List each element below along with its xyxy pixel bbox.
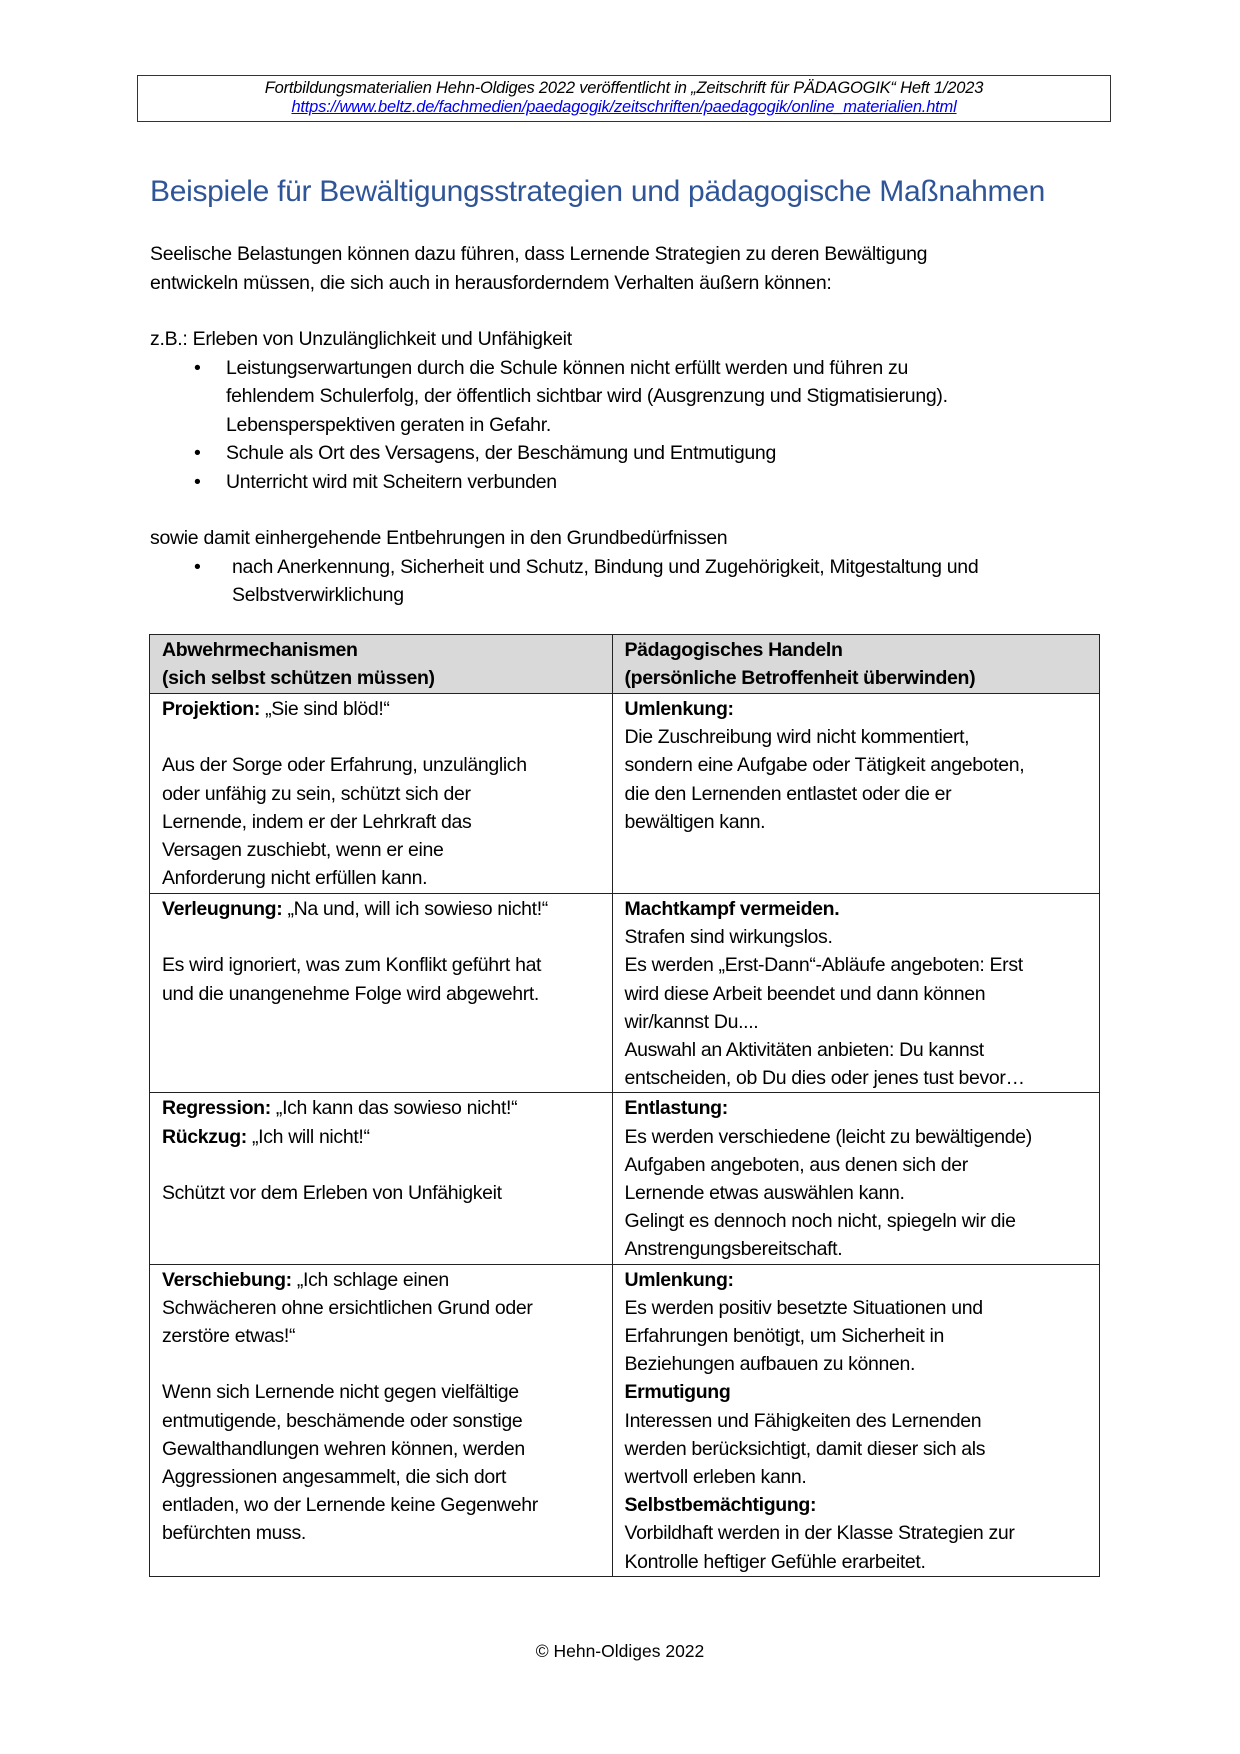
cell-line: Aufgaben angeboten, aus denen sich der [624, 1153, 968, 1176]
cell-line: Aus der Sorge oder Erfahrung, unzulänglich [162, 754, 527, 777]
mechanism-quote: „Sie sind blöd!“ [260, 698, 390, 720]
bullet-icon: • [194, 442, 201, 464]
bullet-icon: • [194, 555, 201, 578]
table-row [150, 894, 1100, 1093]
cell-line: sondern eine Aufgabe oder Tätigkeit angeboten, [624, 754, 1025, 777]
cell-line: entmutigende, beschämende oder sonstige [162, 1409, 523, 1432]
list-item [150, 354, 1090, 440]
bullet-list [150, 354, 1090, 497]
list-item-line: fehlendem Schulerfolg, der öffentlich sichtbar wird (Ausgrenzung und Stigmatisierung). [226, 385, 948, 407]
cell-line: Es wird ignoriert, was zum Konflikt geführt hat [162, 954, 542, 977]
list-item-line: Schule als Ort des Versagens, der Beschämung und Entmutigung [226, 442, 777, 464]
cell-line: befürchten muss. [162, 1522, 306, 1545]
intro-paragraph [150, 240, 1090, 297]
mechanism-quote: „Ich kann das sowieso nicht!“ [270, 1097, 518, 1120]
cell-line: Versagen zuschiebt, wenn er eine [162, 839, 444, 861]
action-heading: Umlenkung: [624, 698, 734, 720]
section-lead: z.B.: Erleben von Unzulänglichkeit und Unfähigkeit [150, 328, 572, 350]
mechanism-term: Projektion: [162, 698, 260, 720]
cell-action [612, 1093, 1100, 1264]
header-line: Abwehrmechanismen [162, 639, 358, 661]
bullet-icon: • [194, 470, 201, 493]
strategies-table [149, 634, 1100, 1577]
copyright-footer: © Hehn-Oldiges 2022 [535, 1641, 705, 1661]
cell-line: wir/kannst Du.... [624, 1010, 759, 1033]
action-heading: Ermutigung [624, 1381, 731, 1404]
cell-line: Kontrolle heftiger Gefühle erarbeitet. [624, 1550, 926, 1573]
cell-line: Vorbildhaft werden in der Klasse Strategien zur [624, 1522, 1015, 1545]
section-unzulaenglichkeit [150, 325, 1090, 496]
cell-line: Gewalthandlungen wehren können, werden [162, 1437, 525, 1460]
mechanism-term: Rückzug: [162, 1125, 247, 1148]
publication-header-box [137, 75, 1111, 122]
table-row [150, 1093, 1100, 1264]
list-item-line: Selbstverwirklichung [232, 584, 404, 606]
cell-line: entladen, wo der Lernende keine Gegenwehr [162, 1494, 538, 1517]
cell-line: Aggressionen angesammelt, die sich dort [162, 1466, 507, 1489]
cell-line: bewältigen kann. [624, 810, 766, 833]
page-title: Beispiele für Bewältigungsstrategien und pädagogische Maßnahmen [150, 175, 1046, 208]
action-heading: Machtkampf vermeiden. [624, 898, 840, 920]
cell-line: Strafen sind wirkungslos. [624, 926, 833, 949]
cell-line: Erfahrungen benötigt, um Sicherheit in [624, 1325, 944, 1348]
publication-link[interactable]: https://www.beltz.de/fachmedien/paedagogik/zeitschriften/paedagogik/online_materialien.html [291, 98, 957, 116]
cell-line: werden berücksichtigt, damit dieser sich als [624, 1437, 986, 1460]
header-line: Pädagogisches Handeln [624, 639, 843, 661]
cell-mechanism [150, 894, 613, 1093]
cell-line: Schwächeren ohne ersichtlichen Grund oder [162, 1296, 533, 1319]
section-grundbeduerfnisse [150, 524, 1090, 610]
intro-line: entwickeln müssen, die sich auch in herausforderndem Verhalten äußern können: [150, 271, 832, 294]
cell-line: wertvoll erleben kann. [624, 1466, 807, 1489]
cell-mechanism [150, 694, 613, 894]
cell-line: Die Zuschreibung wird nicht kommentiert, [624, 726, 970, 749]
list-item-line: nach Anerkennung, Sicherheit und Schutz, Bindung und Zugehörigkeit, Mitgestaltung und [232, 555, 979, 578]
cell-line: zerstöre etwas!“ [162, 1325, 296, 1348]
mechanism-quote: „Ich schlage einen [291, 1268, 449, 1291]
header-line: (sich selbst schützen müssen) [162, 667, 435, 690]
list-item [150, 553, 1090, 610]
header-line: (persönliche Betroffenheit überwinden) [624, 667, 976, 690]
mechanism-quote: „Ich will nicht!“ [246, 1125, 370, 1148]
cell-line: die den Lernenden entlastet oder die er [624, 782, 952, 805]
cell-action [612, 894, 1100, 1093]
list-item-line: Leistungserwartungen durch die Schule können nicht erfüllt werden und führen zu [226, 356, 909, 379]
table-row [150, 694, 1100, 894]
cell-line: Anstrengungsbereitschaft. [624, 1238, 843, 1261]
publication-note: Fortbildungsmaterialien Hehn-Oldiges 2022 veröffentlicht in „Zeitschrift für PÄDAGOGIK“ Heft 1/2023 [264, 79, 984, 97]
cell-line: Es werden verschiedene (leicht zu bewältigende) [624, 1125, 1032, 1148]
cell-line: Schützt vor dem Erleben von Unfähigkeit [162, 1182, 502, 1205]
cell-mechanism [150, 1093, 613, 1264]
list-item-line: Unterricht wird mit Scheitern verbunden [226, 470, 557, 493]
intro-line: Seelische Belastungen können dazu führen, dass Lernende Strategien zu deren Bewältigung [150, 243, 928, 265]
cell-line: Beziehungen aufbauen zu können. [624, 1353, 916, 1376]
mechanism-term: Verschiebung: [162, 1268, 292, 1291]
cell-line: wird diese Arbeit beendet und dann können [624, 982, 986, 1005]
mechanism-term: Regression: [162, 1097, 271, 1120]
mechanism-quote: „Na und, will ich sowieso nicht!“ [282, 898, 548, 920]
cell-line: Gelingt es dennoch noch nicht, spiegeln wir die [624, 1210, 1016, 1233]
column-header-paedagogisches-handeln [612, 635, 1100, 694]
list-item [150, 468, 1090, 497]
bullet-list [150, 553, 1090, 610]
cell-line: oder unfähig zu sein, schützt sich der [162, 782, 471, 805]
cell-line: Lernende, indem er der Lehrkraft das [162, 810, 472, 833]
list-item [150, 439, 1090, 468]
cell-line: Wenn sich Lernende nicht gegen vielfältige [162, 1381, 519, 1404]
cell-line: Lernende etwas auswählen kann. [624, 1182, 905, 1205]
table-row [150, 1264, 1100, 1576]
cell-line: Interessen und Fähigkeiten des Lernenden [624, 1409, 982, 1432]
bullet-icon: • [194, 356, 201, 379]
mechanism-term: Verleugnung: [162, 898, 283, 920]
cell-line: Es werden „Erst-Dann“-Abläufe angeboten: Erst [624, 954, 1023, 977]
cell-line: Es werden positiv besetzte Situationen und [624, 1296, 983, 1319]
action-heading: Umlenkung: [624, 1268, 734, 1291]
cell-action [612, 694, 1100, 894]
cell-mechanism [150, 1264, 613, 1576]
action-heading: Selbstbemächtigung: [624, 1494, 817, 1517]
section-lead: sowie damit einhergehende Entbehrungen in den Grundbedürfnissen [150, 527, 728, 549]
table-header-row [150, 635, 1100, 694]
action-heading: Entlastung: [624, 1097, 728, 1120]
cell-line: entscheiden, ob Du dies oder jenes tust bevor… [624, 1067, 1025, 1090]
list-item-line: Lebensperspektiven geraten in Gefahr. [226, 413, 551, 436]
cell-line: Auswahl an Aktivitäten anbieten: Du kannst [624, 1039, 984, 1062]
column-header-abwehrmechanismen [150, 635, 613, 694]
cell-line: Anforderung nicht erfüllen kann. [162, 867, 428, 890]
cell-action [612, 1264, 1100, 1576]
cell-line: und die unangenehme Folge wird abgewehrt. [162, 982, 540, 1005]
